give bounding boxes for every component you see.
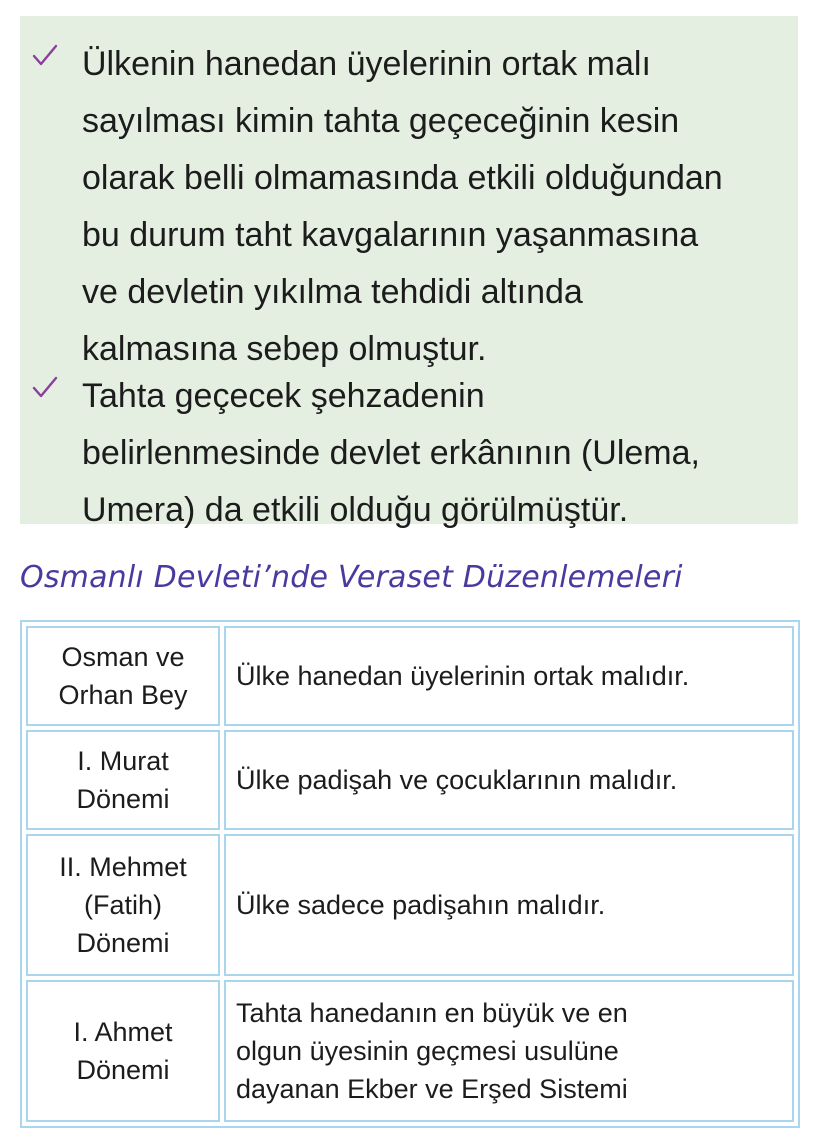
bullet-line: Tahta geçecek şehzadenin <box>82 377 485 415</box>
table-row <box>26 834 794 976</box>
period-line: Osman ve <box>61 642 185 672</box>
period-line: I. Murat <box>77 746 169 776</box>
bullet-line: olarak belli olmamasında etkili olduğundan <box>82 159 723 197</box>
period-cell <box>26 980 220 1122</box>
bullet-text <box>82 36 792 378</box>
description-line: Tahta hanedanın en büyük ve en <box>236 998 628 1028</box>
description-line: olgun üyesinin geçmesi usulüne <box>236 1036 619 1066</box>
bullet-line: bu durum taht kavgalarının yaşanmasına <box>82 216 699 254</box>
bullet-line: kalmasına sebep olmuştur. <box>82 330 487 368</box>
description-line: Ülke sadece padişahın malıdır. <box>236 890 606 920</box>
period-cell <box>26 834 220 976</box>
period-line: Dönemi <box>76 784 170 814</box>
bullet-line: sayılması kimin tahta geçeceğinin kesin <box>82 102 680 140</box>
bullet-line: Umera) da etkili olduğu görülmüştür. <box>82 491 629 529</box>
section-title: Osmanlı Devleti’nde Veraset Düzenlemeleri <box>20 560 683 595</box>
period-line: Dönemi <box>76 1055 170 1085</box>
description-line: dayanan Ekber ve Erşed Sistemi <box>236 1074 628 1104</box>
period-line: I. Ahmet <box>73 1017 173 1047</box>
description-cell <box>224 980 794 1122</box>
table-row <box>26 730 794 830</box>
period-line: (Fatih) <box>83 890 162 920</box>
description-line: Ülke hanedan üyelerinin ortak malıdır. <box>236 661 690 691</box>
bullet-line: ve devletin yıkılma tehdidi altında <box>82 273 583 311</box>
description-line: Ülke padişah ve çocuklarının malıdır. <box>236 765 678 795</box>
period-line: Dönemi <box>76 928 170 958</box>
check-icon <box>30 372 60 402</box>
bullet-line: belirlenmesinde devlet erkânının (Ulema, <box>82 434 700 472</box>
succession-table <box>20 620 800 1128</box>
description-cell <box>224 730 794 830</box>
info-box <box>20 16 798 529</box>
period-cell <box>26 626 220 726</box>
description-cell <box>224 834 794 976</box>
table-row <box>26 626 794 726</box>
check-icon <box>30 40 60 70</box>
period-cell <box>26 730 220 830</box>
description-cell <box>224 626 794 726</box>
table-row <box>26 980 794 1122</box>
bullet-line: Ülkenin hanedan üyelerinin ortak malı <box>82 45 651 83</box>
period-line: Orhan Bey <box>58 680 188 710</box>
bullet-text <box>82 368 792 539</box>
period-line: II. Mehmet <box>59 852 187 882</box>
